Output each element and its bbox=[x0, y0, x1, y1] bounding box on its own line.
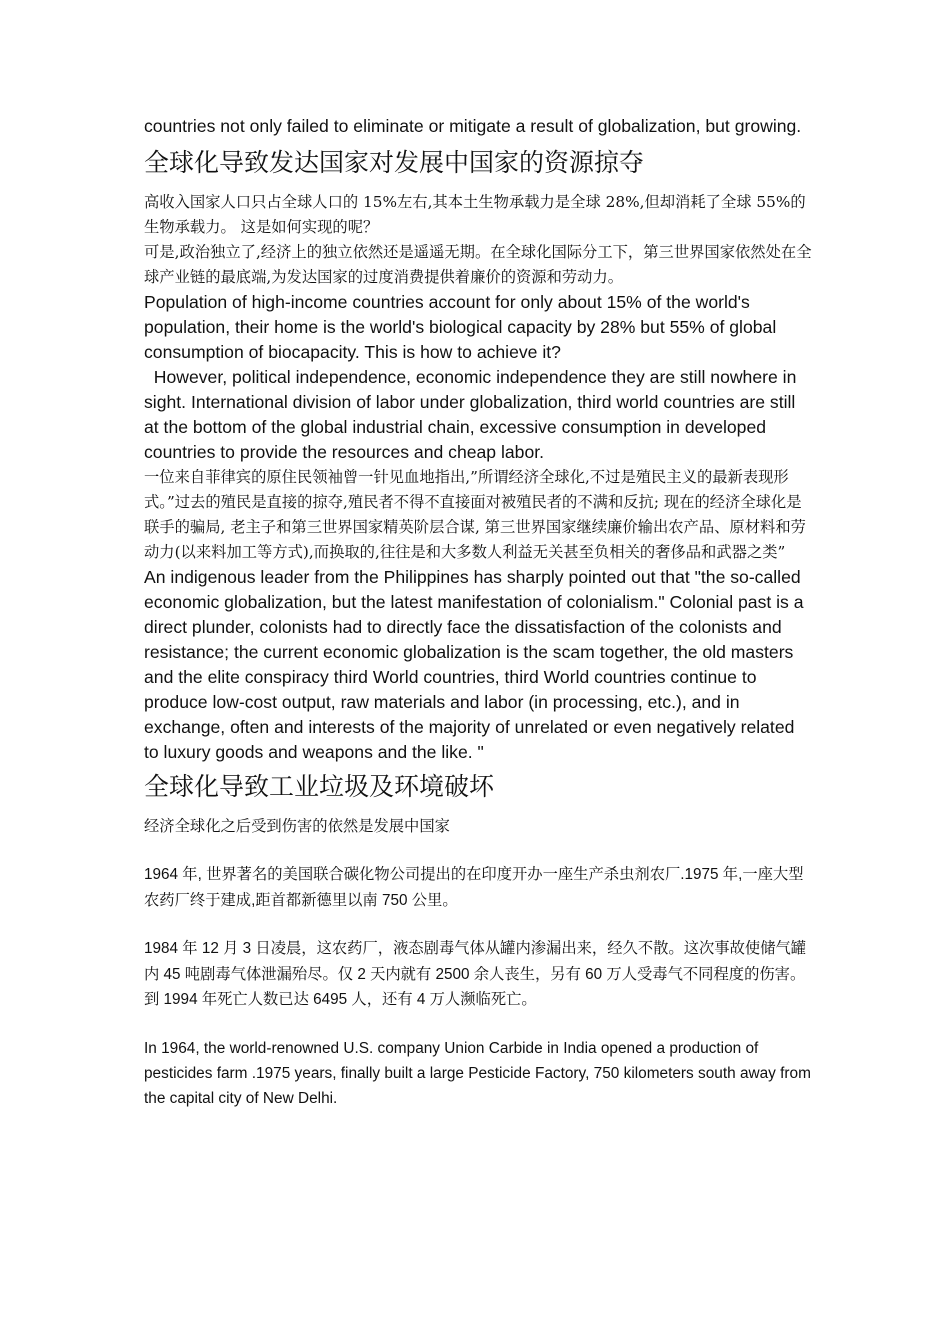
paragraph-en-philippines-leader: An indigenous leader from the Philippines has sharply pointed out that "the so-called economic globalization, but the latest manifestation of colonialism." Colonial past is a direct plunder, colonists had to directly face the dissatisfaction of the colonists and resistance; the current economic globalization is the scam together, the old masters and the elite conspiracy third World countries, third World countries continue to produce low-cost output, raw materials and labor (in processing, etc.), and in exchange, often and interests of the majority of unrelated or even negatively related to luxury goods and weapons and the like. " bbox=[144, 567, 804, 762]
paragraph-en-population: Population of high-income countries account for only about 15% of the world's population, their home is the world's biological capacity by 28% but 55% of global consumption of biocapacity. This is how to achieve it? bbox=[144, 292, 782, 362]
paragraph-zh-philippines-leader: 一位来自菲律宾的原住民领袖曾一针见血地指出,”所谓经济全球化,不过是殖民主义的最新表现形式。”过去的殖民是直接的掠夺,殖民者不得不直接面对被殖民者的不满和反抗; 现在的经济全球化是联手的骗局, 老主子和第三世界国家精英阶层合谋, 第三世界国家继续廉价输出农产品、原材料和劳动力(以来料加工等方式),而换取的,往往是和大多数人利益无关甚至负相关的奢侈品和武器之类” bbox=[144, 468, 806, 561]
section-heading-industrial-waste: 全球化导致工业垃圾及环境破坏 bbox=[144, 772, 495, 801]
paragraph-zh-independence: 可是,政治独立了,经济上的独立依然还是遥遥无期。在全球化国际分工下，第三世界国家依然处在全球产业链的最底端,为发达国家的过度消费提供着廉价的资源和劳动力。 bbox=[144, 243, 812, 286]
paragraph-zh-population: 高收入国家人口只占全球人口的 15%左右,其本土生物承载力是全球 28%,但却消耗了全球 55%的生物承载力。 这是如何实现的呢？ bbox=[144, 193, 806, 236]
paragraph-en-1964-factory: In 1964, the world-renowned U.S. company Union Carbide in India opened a production of pesticides farm .1975 years, finally built a large Pesticide Factory, 750 kilometers south away from the capital city of New Delhi. bbox=[144, 1039, 811, 1107]
paragraph-zh-1964-factory: 1964 年, 世界著名的美国联合碳化物公司提出的在印度开办一座生产杀虫剂农厂.1975 年,一座大型农药厂终于建成,距首都新德里以南 750 公里。 bbox=[144, 866, 804, 909]
document-page bbox=[144, 114, 812, 1111]
paragraph-en-continuation: countries not only failed to eliminate or mitigate a result of globalization, but growing. bbox=[144, 116, 802, 136]
paragraph-en-independence: However, political independence, economic independence they are still nowhere in sight. International division of labor under globalization, third world countries are still at the bottom of the global industrial chain, excessive consumption in developed countries to provide the resources and cheap labor. bbox=[144, 367, 802, 462]
paragraph-zh-developing-harm: 经济全球化之后受到伤害的依然是发展中国家 bbox=[144, 817, 450, 835]
section-heading-resource-plunder: 全球化导致发达国家对发展中国家的资源掠夺 bbox=[144, 148, 645, 177]
paragraph-zh-1984-leak: 1984 年 12 月 3 日凌晨，这农药厂，液态剧毒气体从罐内渗漏出来，经久不散。这次事故使储气罐内 45 吨剧毒气体泄漏殆尽。仅 2 天内就有 2500 余人丧生，另有 60 万人受毒气不同程度的伤害。到 1994 年死亡人数已达 6495 人，还有 4 万人濒临死亡。 bbox=[144, 940, 807, 1008]
